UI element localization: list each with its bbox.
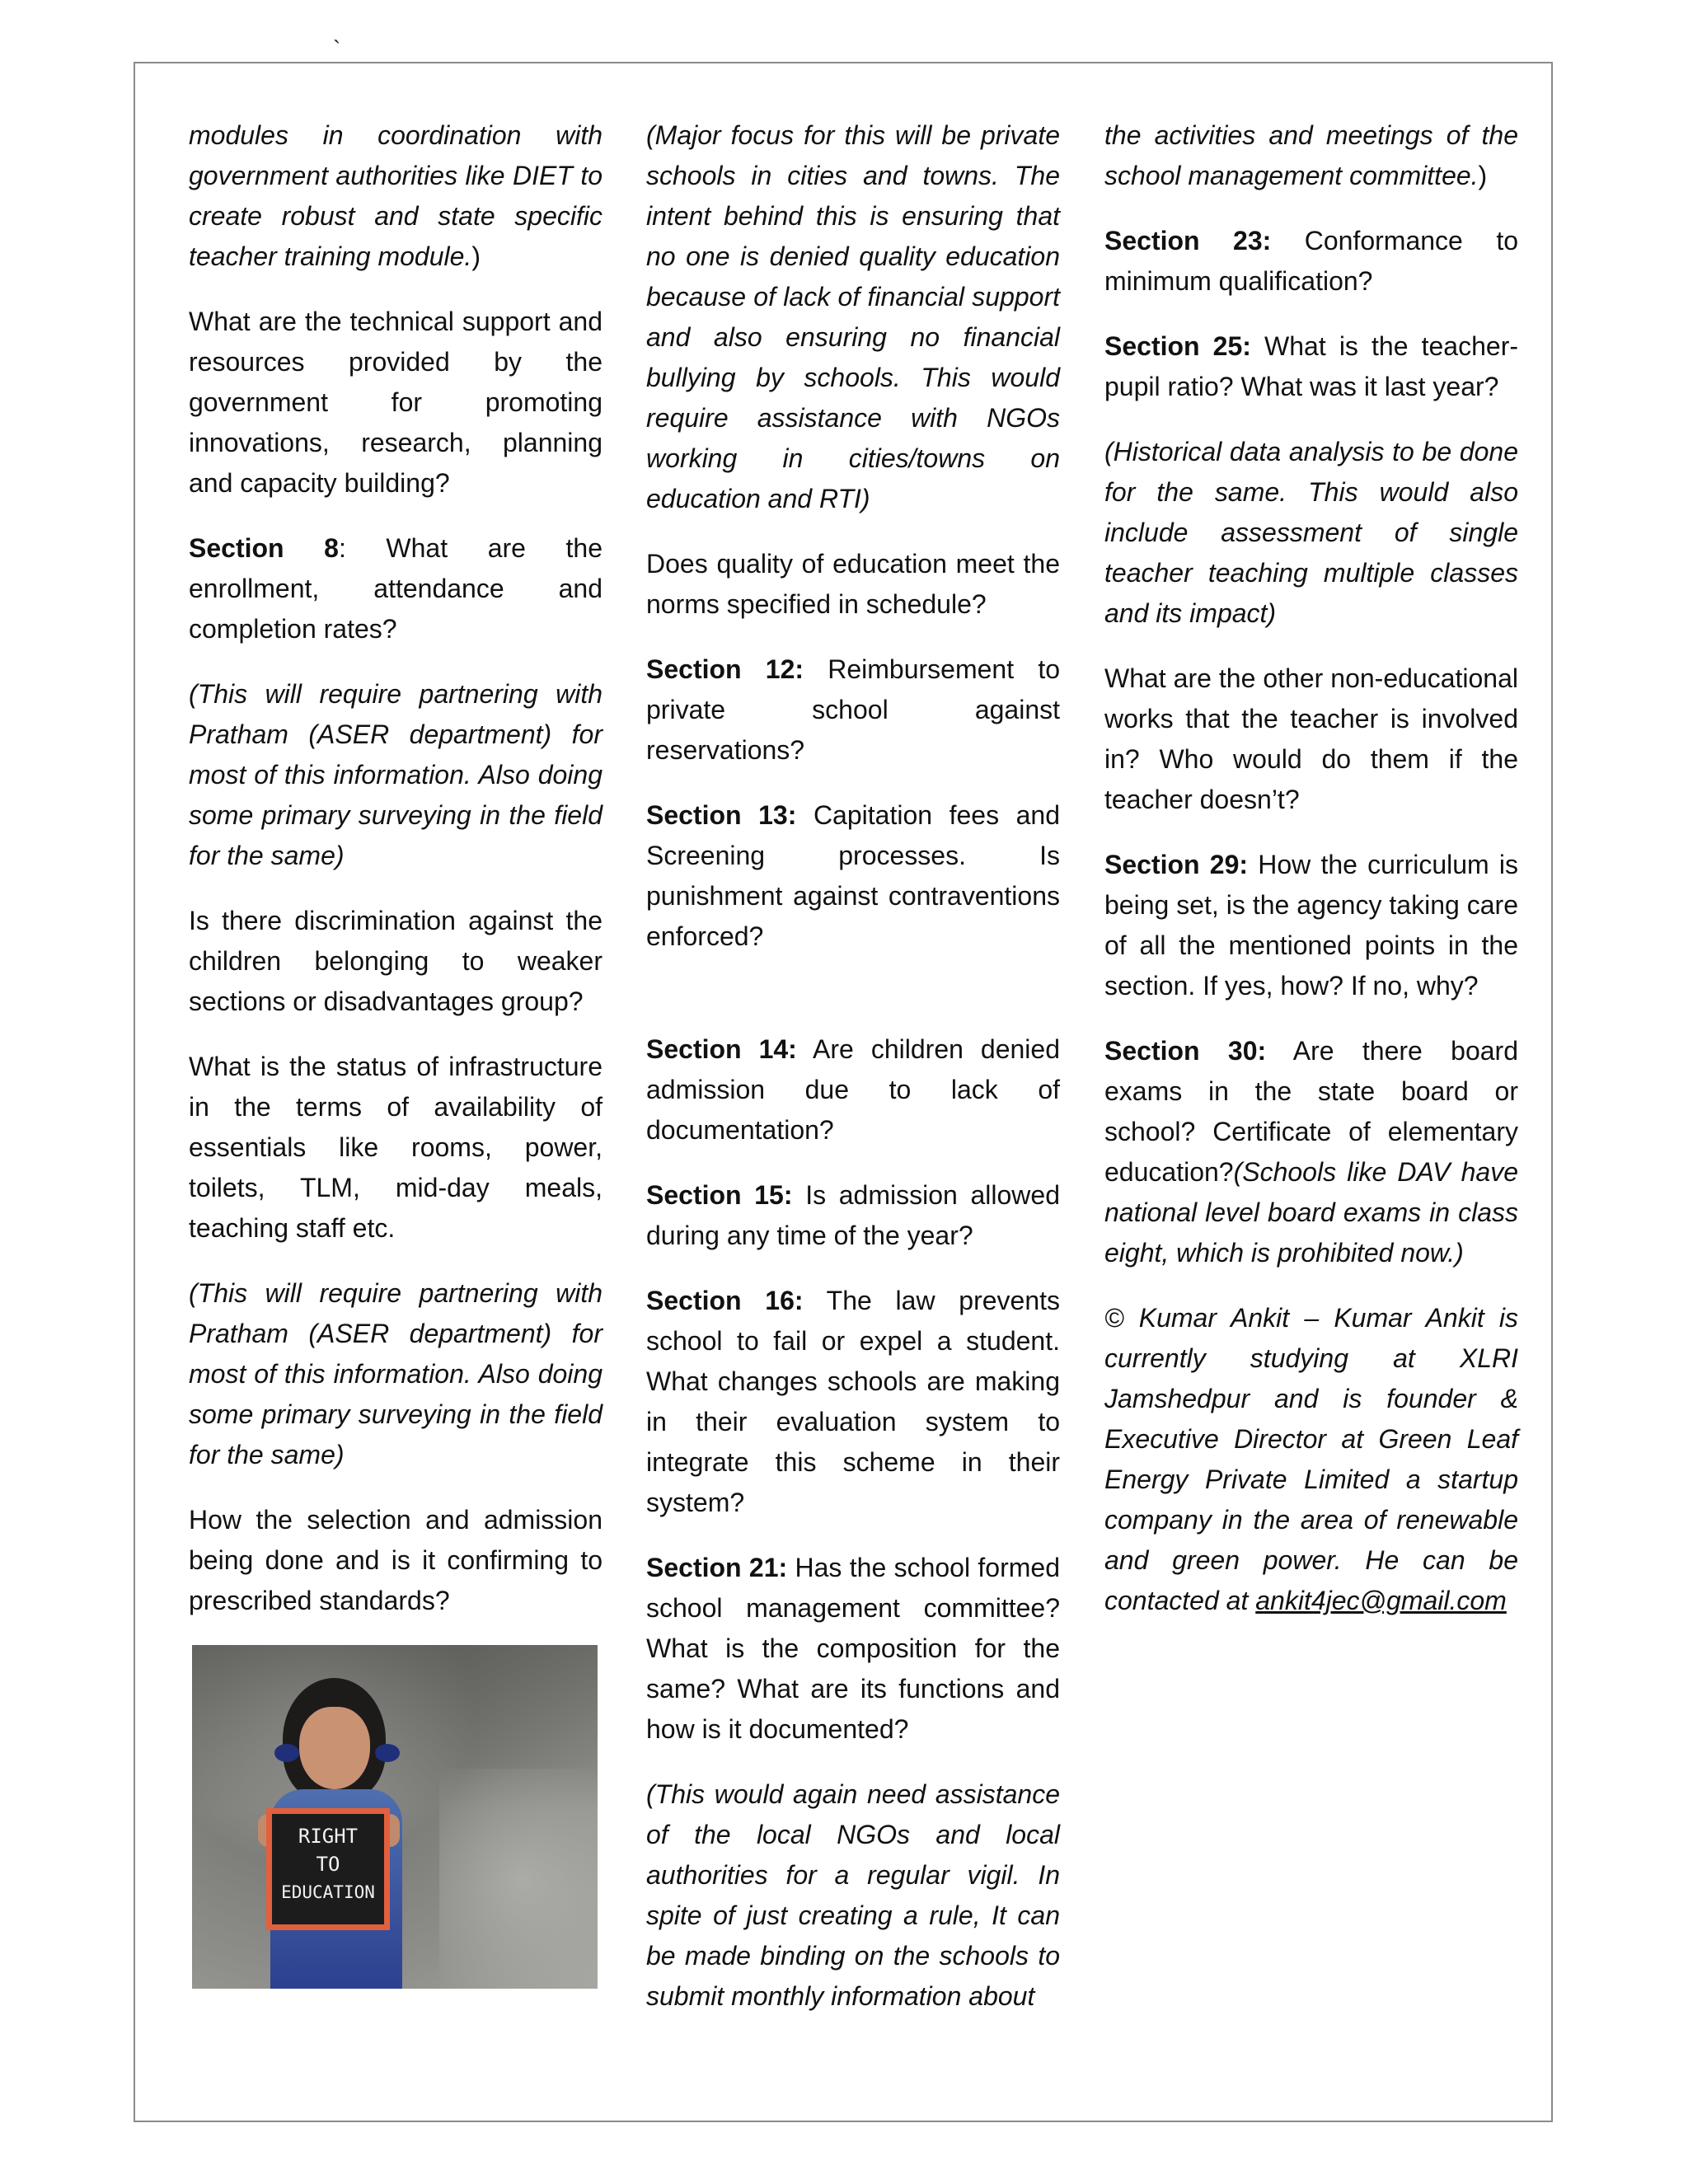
section-label: Section 13: xyxy=(646,800,797,830)
section-label: Section 14: xyxy=(646,1034,797,1064)
section-23-paragraph xyxy=(1104,221,1518,302)
section-label: Section 15: xyxy=(646,1180,793,1210)
column-left xyxy=(189,115,603,1646)
hair-bow xyxy=(375,1744,400,1762)
paragraph: Does quality of education meet the norms specified in schedule? xyxy=(646,549,1060,619)
section-text: Reimbursement to private school against reservations? xyxy=(646,654,1061,765)
section-text: Has the school formed school management committee? What is the composition for the same? What are its functions and how is it documented? xyxy=(646,1553,1061,1744)
section-text: The law prevents school to fail or expel a student. What changes schools are making in their evaluation system to integrate this scheme in their system? xyxy=(646,1286,1061,1517)
section-label: Section 12: xyxy=(646,654,804,684)
paragraph: What is the status of infrastructure in the terms of availability of essentials like rooms, power, toilets, TLM, mid-day meals, teaching staff etc. xyxy=(189,1052,603,1243)
slate-line: TO xyxy=(316,1853,340,1876)
italic-text: (Schools like DAV have national level board exams in class eight, which is prohibited now.) xyxy=(1104,1157,1518,1268)
paragraph: What are the other non-educational works that the teacher is involved in? Who would do them if the teacher doesn’t? xyxy=(1104,663,1518,814)
chalk-slate xyxy=(266,1808,390,1930)
paragraph: What are the technical support and resources provided by the government for promoting innovations, research, planning and capacity building? xyxy=(189,307,603,498)
column-right xyxy=(1104,115,1518,1646)
right-to-education-photo xyxy=(192,1645,598,1989)
section-25-paragraph xyxy=(1104,326,1518,407)
section-14-paragraph xyxy=(646,1029,1060,1151)
section-label: Section 16: xyxy=(646,1286,804,1315)
hair-bow xyxy=(274,1744,299,1762)
italic-note: (Historical data analysis to be done for the same. This would also include assessment of single teacher teaching multiple classes and its impact) xyxy=(1104,437,1518,628)
closing-paren: ) xyxy=(471,241,481,271)
paragraph xyxy=(1104,115,1518,196)
section-12-paragraph xyxy=(646,649,1060,771)
italic-note: (This would again need assistance of the local NGOs and local authorities for a regular vigil. In spite of just creating a rule, It can be made binding on the schools to submit monthly information about xyxy=(646,1779,1060,2011)
section-8-paragraph xyxy=(189,528,603,649)
section-13-paragraph xyxy=(646,795,1060,957)
italic-note: (Major focus for this will be private schools in cities and towns. The intent behind this is ensuring that no one is denied quality education because of lack of financial support and also ensuring no financial bullying by schools. This would require assistance with NGOs working in cities/towns on education and RTI) xyxy=(646,120,1060,513)
section-text: Capitation fees and Screening processes. Is punishment against contraventions enforced? xyxy=(646,800,1061,951)
section-label: Section 23: xyxy=(1104,226,1272,255)
section-text: Is admission allowed during any time of the year? xyxy=(646,1180,1061,1250)
column-middle xyxy=(646,115,1060,2041)
section-label: Section 8 xyxy=(189,533,339,563)
paragraph: How the selection and admission being done and is it confirming to prescribed standards? xyxy=(189,1505,603,1615)
section-text: Conformance to minimum qualification? xyxy=(1104,226,1519,296)
email-link[interactable]: ankit4jec@gmail.com xyxy=(1255,1586,1507,1615)
author-bio: © Kumar Ankit – Kumar Ankit is currently studying at XLRI Jamshedpur and is founder & Executive Director at Green Leaf Energy Private Limited a startup company in the area of renewable and green power. He can be contacted at xyxy=(1104,1303,1518,1615)
section-text: Are there board exams in the state board or school? Certificate of elementary education? xyxy=(1104,1036,1519,1187)
author-note xyxy=(1104,1298,1518,1621)
section-text: Are children denied admission due to lack of documentation? xyxy=(646,1034,1061,1145)
section-text: What is the teacher-pupil ratio? What was it last year? xyxy=(1104,331,1519,401)
section-label: Section 25: xyxy=(1104,331,1251,361)
top-mark: ` xyxy=(333,36,341,62)
slate-line: RIGHT xyxy=(298,1825,359,1848)
paragraph xyxy=(189,115,603,277)
section-label: Section 21: xyxy=(646,1553,788,1582)
italic-text: modules in coordination with government authorities like DIET to create robust and state specific teacher training module. xyxy=(189,120,603,271)
spacer xyxy=(646,982,1060,1029)
section-21-paragraph xyxy=(646,1548,1060,1750)
italic-note: (This will require partnering with Pratham (ASER department) for most of this information. Also doing some primary surveying in the field for the same) xyxy=(189,679,603,870)
section-16-paragraph xyxy=(646,1281,1060,1523)
section-label: Section 29: xyxy=(1104,850,1249,879)
section-text: How the curriculum is being set, is the agency taking care of all the mentioned points in the section. If yes, how? If no, why? xyxy=(1104,850,1519,1001)
section-15-paragraph xyxy=(646,1175,1060,1256)
slate-line: EDUCATION xyxy=(281,1882,375,1902)
section-30-paragraph xyxy=(1104,1031,1518,1273)
wall-highlight xyxy=(439,1769,598,1989)
girl-face xyxy=(299,1707,370,1789)
italic-text: the activities and meetings of the school management committee. xyxy=(1104,120,1518,190)
paragraph: Is there discrimination against the children belonging to weaker sections or disadvantages group? xyxy=(189,906,603,1016)
section-29-paragraph xyxy=(1104,845,1518,1006)
closing-paren: ) xyxy=(1478,161,1488,190)
italic-note: (This will require partnering with Pratham (ASER department) for most of this information. Also doing some primary surveying in the field for the same) xyxy=(189,1278,603,1469)
section-text: : What are the enrollment, attendance and completion rates? xyxy=(189,533,603,644)
section-label: Section 30: xyxy=(1104,1036,1267,1066)
